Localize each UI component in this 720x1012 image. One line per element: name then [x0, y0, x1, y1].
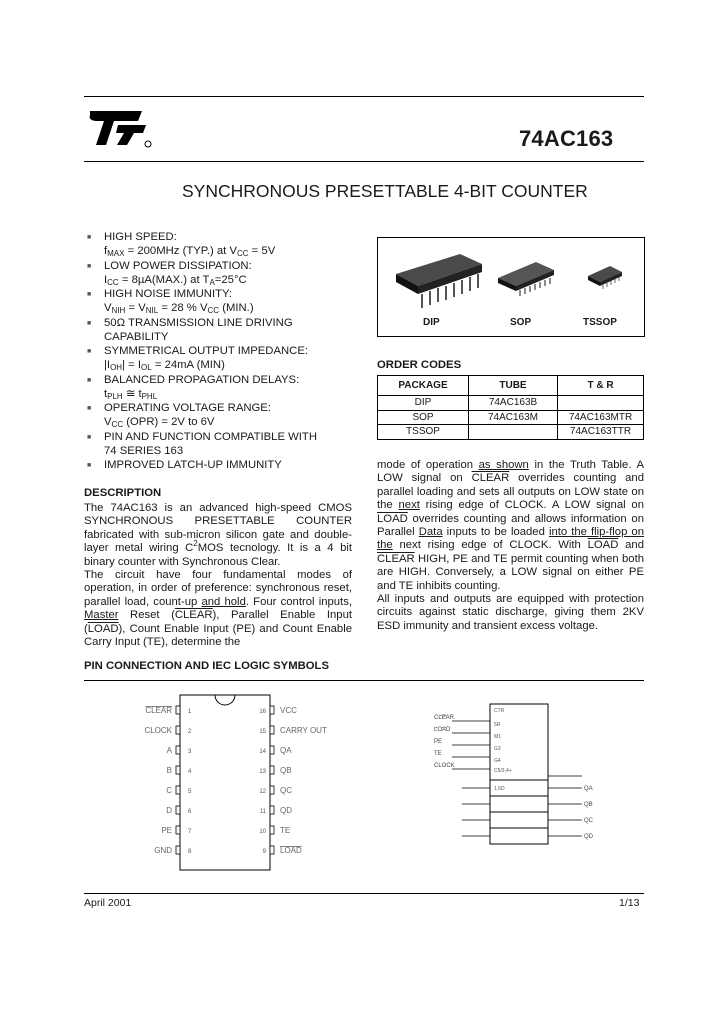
iec-input-label: LOAD: [434, 727, 451, 733]
feature-item: ■ HIGH NOISE IMMUNITY:: [87, 288, 233, 300]
feature-list: [84, 230, 359, 472]
pin-name: CLEAR: [145, 706, 172, 715]
feature-detail: $V_{CC}$ (OPR) = 2V to 6V: [104, 416, 215, 430]
column-header: T & R: [558, 376, 644, 396]
pin-name: PE: [161, 826, 172, 835]
top-rule: [84, 96, 644, 97]
pin-number: 9: [262, 849, 266, 855]
pin-number: 14: [259, 749, 266, 755]
pin-number: 8: [188, 849, 192, 855]
column-header: PACKAGE: [378, 376, 469, 396]
column-header: TUBE: [469, 376, 558, 396]
pin-number: 12: [259, 789, 266, 795]
package-figure: [377, 237, 645, 337]
pin-name: CLOCK: [144, 726, 172, 735]
table-cell: TSSOP: [378, 425, 469, 440]
pin-name: QA: [280, 746, 292, 755]
pin-connection-diagram: [130, 690, 360, 885]
iec-output-label: QA: [584, 786, 593, 792]
svg-text:CTR: CTR: [494, 708, 505, 714]
table-cell: 74AC163B: [469, 396, 558, 411]
document-title: SYNCHRONOUS PRESETTABLE 4-BIT COUNTER: [182, 181, 588, 201]
feature-detail: $V_{NIH} = V_{NIL} = 28$ % $V_{CC}$ (MIN.): [104, 302, 254, 316]
iec-logic-symbol: [432, 700, 612, 885]
feature-detail: $t_{PLH}$ ≅ $t_{PHL}$: [104, 387, 158, 401]
iec-output-label: QD: [584, 834, 593, 840]
pin-stub: [176, 766, 180, 774]
iec-output-label: QB: [584, 802, 593, 808]
pin-number: 7: [188, 829, 192, 835]
pin-name: B: [166, 766, 172, 775]
pin-number: 1: [188, 709, 192, 715]
table-row: [378, 396, 644, 411]
feature-item: ■ HIGH SPEED:: [87, 231, 177, 243]
pin-name: QB: [280, 766, 292, 775]
table-cell: 74AC163MTR: [558, 410, 644, 425]
title-rule: [84, 161, 644, 162]
pin-stub: [176, 826, 180, 834]
feature-detail: 74 SERIES 163: [104, 444, 184, 457]
pin-stub: [270, 726, 274, 734]
pin-name: TE: [280, 826, 291, 835]
pin-stub: [270, 766, 274, 774]
svg-text:G4: G4: [494, 758, 501, 764]
svg-text:M1: M1: [494, 734, 501, 740]
iec-output-label: QC: [584, 818, 593, 824]
table-cell: [469, 425, 558, 440]
pin-stub: [270, 826, 274, 834]
feature-item: ■ BALANCED PROPAGATION DELAYS:: [87, 373, 300, 386]
part-number: 74AC163: [519, 126, 614, 151]
order-codes-heading: ORDER CODES: [377, 359, 462, 371]
feature-item: ■ OPERATING VOLTAGE RANGE:: [87, 402, 271, 414]
table-cell: [558, 396, 644, 411]
pin-figure-top-rule: [84, 680, 644, 681]
svg-text:G3: G3: [494, 746, 501, 752]
pin-number: 4: [188, 769, 192, 775]
pin-stub: [176, 786, 180, 794]
table-cell: 74AC163M: [469, 410, 558, 425]
pin-name: GND: [154, 846, 172, 855]
pin-name: CARRY OUT: [280, 726, 327, 735]
description-heading: DESCRIPTION: [84, 487, 162, 499]
pin-stub: [270, 846, 274, 854]
svg-text:5R: 5R: [494, 722, 501, 728]
iec-input-label: CLEAR: [434, 715, 455, 721]
description-left-column: The 74AC163 is an advanced high-speed CMOS SYNCHRONOUS PRESETTABLE COUNTER fabricated with sub-micron silicon gate and double-layer metal wiring $C^2MOS$ tecnology. It is a 4 bit binary counter with Synchronous Clear. The circuit have four fundamental modes of operation, in order of preference: synchronous reset, parallel load, count-up and hold. Four control inputs, Master Reset (CLEAR), Parallel Enable Input (LOAD), Count Enable Input (PE) and Count Enable Carry Input (TE), determine the: [84, 502, 352, 649]
table-cell: DIP: [378, 396, 469, 411]
pin-number: 3: [188, 749, 192, 755]
feature-detail: $I_{CC} = 8\mu A(MAX.)$ at $T_A=25^\circ C$: [104, 273, 247, 287]
pin-name: QD: [280, 806, 292, 815]
pin-number: 11: [259, 809, 266, 815]
tssop-label: TSSOP: [583, 317, 617, 328]
pin-number: 15: [259, 729, 266, 735]
dip-label: DIP: [423, 317, 440, 328]
pin-stub: [270, 806, 274, 814]
pin-stub: [176, 746, 180, 754]
feature-item: ■ 50Ω TRANSMISSION LINE DRIVING: [87, 316, 293, 329]
footer-rule: [84, 893, 644, 894]
iec-input-label: CLOCK: [434, 763, 455, 769]
iec-input-label: TE: [434, 751, 442, 757]
pin-stub: [176, 726, 180, 734]
feature-item: ■ PIN AND FUNCTION COMPATIBLE WITH: [87, 430, 317, 443]
pin-number: 2: [188, 729, 192, 735]
feature-item: ■ IMPROVED LATCH-UP IMMUNITY: [87, 459, 282, 471]
description-right-column: mode of operation as shown in the Truth Table. A LOW signal on CLEAR overrides counting and parallel loading and sets all outputs on LOW state on the next rising edge of CLOCK. A LOW signal on LOAD overrides counting and allows information on Parallel Data inputs to be loaded into the flip-flop on the next rising edge of CLOCK. With LOAD and CLEAR HIGH, PE and TE permit counting when both are HIGH. Conversely, a LOW signal on either PE and TE inhibits counting. All inputs and outputs are equipped with protection circuits against static discharge, giving them 2KV ESD immunity and transient excess voltage.: [377, 459, 645, 632]
pin-stub: [270, 786, 274, 794]
table-header-row: [378, 376, 644, 396]
sop-label: SOP: [510, 317, 532, 328]
pin-stub: [270, 746, 274, 754]
pin-name: C: [166, 786, 172, 795]
pin-name: QC: [280, 786, 292, 795]
feature-item: ■ SYMMETRICAL OUTPUT IMPEDANCE:: [87, 345, 308, 357]
table-cell: 74AC163TTR: [558, 425, 644, 440]
pin-stub: [176, 806, 180, 814]
order-codes-table: [377, 375, 644, 440]
feature-detail: $|I_{OH}| = I_{OL} = 24mA$ (MIN): [104, 359, 225, 373]
table-cell: SOP: [378, 410, 469, 425]
feature-detail: $f_{MAX} = 200MHz$ (TYP.) at $V_{CC} = 5V$: [104, 245, 276, 259]
feature-item: ■ LOW POWER DISSIPATION:: [87, 259, 252, 272]
footer-date: April 2001: [84, 897, 132, 909]
st-logo: [84, 107, 156, 149]
pin-stub: [176, 846, 180, 854]
dip-package-illustration: [390, 252, 486, 310]
svg-text:1,5D: 1,5D: [494, 786, 505, 792]
page-number: 1/13: [619, 897, 640, 909]
pin-name: LOAD: [280, 846, 302, 855]
pin-name: A: [166, 746, 172, 755]
pin-number: 16: [259, 709, 266, 715]
svg-text:C5/3,4+: C5/3,4+: [494, 768, 512, 774]
pin-number: 5: [188, 789, 192, 795]
pin-stub: [270, 706, 274, 714]
tssop-package-illustration: [584, 262, 626, 292]
iec-input-label: PE: [434, 739, 443, 745]
pin-number: 13: [259, 769, 266, 775]
pin-number: 6: [188, 809, 192, 815]
pin-connection-heading: PIN CONNECTION AND IEC LOGIC SYMBOLS: [84, 660, 329, 672]
pin-stub: [176, 706, 180, 714]
pin-name: D: [166, 806, 172, 815]
feature-detail: CAPABILITY: [104, 330, 169, 343]
pin-name: VCC: [280, 706, 297, 715]
sop-package-illustration: [494, 258, 558, 298]
table-row: [378, 425, 644, 440]
pin-number: 10: [259, 829, 266, 835]
table-row: [378, 410, 644, 425]
